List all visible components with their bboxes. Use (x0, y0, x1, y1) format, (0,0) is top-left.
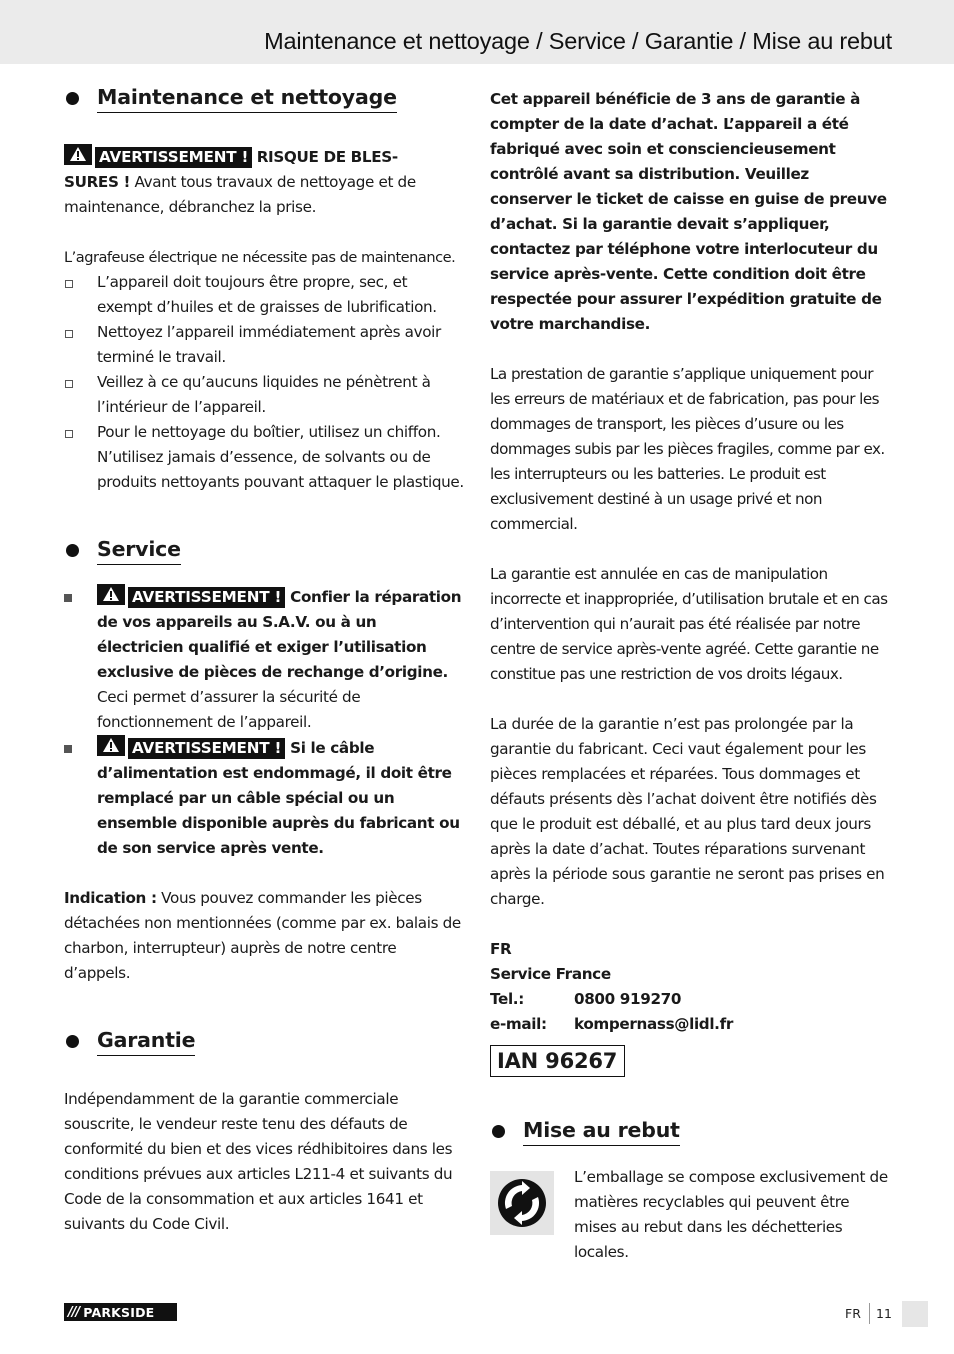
list-item: Veillez à ce qu’aucuns liquides ne pénètrent à l’intérieur de l’appareil. (64, 370, 466, 420)
page-number: 11 (876, 1306, 892, 1321)
page-title: Maintenance et nettoyage / Service / Garantie / Mise au rebut (264, 28, 892, 54)
checkbox-square-icon (65, 330, 73, 338)
square-bullet-icon (64, 745, 72, 753)
list-item: AVERTISSEMENT ! Confier la réparation de vos appareils au S.A.V. ou à un électricien qualifié et exiger l’utilisation exclusive de pièces de rechange d’origine. Ceci permet d’assurer la sécurité de fonctionnement de l’appareil. (64, 584, 466, 735)
email-link[interactable]: kompernass@lidl.fr (574, 1015, 733, 1033)
section-heading-mise-au-rebut: Mise au rebut (490, 1117, 892, 1147)
warning-triangle-icon (97, 735, 125, 756)
garantie-paragraph: Indépendamment de la garantie commerciale souscrite, le vendeur reste tenu des défauts de conformité du bien et des vices rédhibitoires dans les conditions prévues aux articles L211-4 et suivants du Code de la consommation et aux articles 1641 et suivants du Code Civil. (64, 1090, 453, 1233)
list-item: Nettoyez l’appareil immédiatement après avoir terminé le travail. (64, 320, 466, 370)
section-heading-service: Service (64, 536, 466, 566)
warning-triangle-icon (64, 144, 92, 165)
checkbox-square-icon (65, 280, 73, 288)
service-indication: Indication : Vous pouvez commander les pièces détachées non mentionnées (comme par ex. balais de charbon, interrupteur) auprès de notre centre d’appels. (64, 889, 461, 982)
page-header (0, 0, 954, 64)
service-contact: FR Service France Tel.: 0800 919270 e-mail: kompernass@lidl.fr (490, 937, 892, 1037)
parkside-logo: /// PARKSIDE (64, 1303, 177, 1321)
recycling-text: L’emballage se compose exclusivement de matières recyclables qui peuvent être mises au rebut dans les déchetteries locales. (574, 1168, 888, 1261)
checkbox-square-icon (65, 380, 73, 388)
warning-triangle-icon (97, 584, 125, 605)
garantie-paragraph: La durée de la garantie n’est pas prolongée par la garantie du fabricant. Ceci vaut également pour les pièces remplacées et réparées. Tous dommages et défauts présents dès l’achat doivent être notifiés dès que le produit est déballé, et au plus tard deux jours après la date d’achat. Toutes réparations survenant après la période sous garantie ne seront pas prises en charge. (490, 715, 885, 908)
maintenance-list (64, 270, 466, 495)
list-item: Pour le nettoyage du boîtier, utilisez un chiffon. N’utilisez jamais d’essence, de solvants ou de produits nettoyants pouvant attaquer le plastique. (64, 420, 466, 495)
recycling-block (490, 1165, 892, 1265)
service-list (64, 584, 466, 861)
section-heading-garantie: Garantie (64, 1027, 466, 1057)
green-dot-recycling-icon (490, 1171, 554, 1235)
bullet-dot-icon (66, 1035, 79, 1048)
warning-label: AVERTISSEMENT ! (95, 147, 252, 168)
phone-number[interactable]: 0800 919270 (574, 990, 682, 1008)
ian-number-box: IAN 96267 (490, 1045, 625, 1077)
checkbox-square-icon (65, 430, 73, 438)
warning-label: AVERTISSEMENT ! (128, 587, 285, 608)
maintenance-warning: AVERTISSEMENT ! RISQUE DE BLES- SURES ! Avant tous travaux de nettoyage et de maintenance, débranchez la prise. (64, 144, 466, 220)
maintenance-intro: L’agrafeuse électrique ne nécessite pas de maintenance. (64, 249, 456, 266)
right-column (490, 87, 892, 1265)
page-tab-marker (902, 1301, 928, 1327)
footer-language: FR (845, 1306, 861, 1321)
left-column (64, 84, 466, 1237)
garantie-paragraph: La prestation de garantie s’applique uniquement pour les erreurs de matériaux et de fabrication, pas pour les dommages de transport, les pièces d’usure ou les dommages subis par les pièces fragiles, comme par ex. les interrupteurs ou les batteries. Le produit est exclusivement destiné à un usage privé et non commercial. (490, 365, 885, 533)
section-heading-maintenance: Maintenance et nettoyage (64, 84, 466, 114)
list-item: AVERTISSEMENT ! Si le câble d’alimentation est endommagé, il doit être remplacé par un câble spécial ou un ensemble disponible auprès du fabricant ou de son service après vente. (64, 735, 466, 861)
bullet-dot-icon (66, 92, 79, 105)
warning-label: AVERTISSEMENT ! (128, 738, 285, 759)
garantie-paragraph: La garantie est annulée en cas de manipulation incorrecte et inappropriée, d’utilisation brutale et en cas d’intervention qui n’aurait pas été réalisée par notre centre de service après-vente agréé. Cette garantie ne constitue pas une restriction de vos droits légaux. (490, 565, 888, 683)
footer-divider (869, 1303, 870, 1324)
bullet-dot-icon (492, 1125, 505, 1138)
list-item: L’appareil doit toujours être propre, sec, et exempt d’huiles et de graisses de lubrification. (64, 270, 466, 320)
bullet-dot-icon (66, 544, 79, 557)
square-bullet-icon (64, 594, 72, 602)
garantie-bold-paragraph: Cet appareil bénéficie de 3 ans de garantie à compter de la date d’achat. L’appareil a été fabriqué avec soin et consciencieusement contrôlé avant sa distribution. Veuillez conserver le ticket de caisse en guise de preuve d’achat. Si la garantie devait s’appliquer, contactez par téléphone votre interlocuteur du service après-vente. Cette condition doit être respectée pour assurer l’expédition gratuite de votre marchandise. (490, 90, 887, 333)
